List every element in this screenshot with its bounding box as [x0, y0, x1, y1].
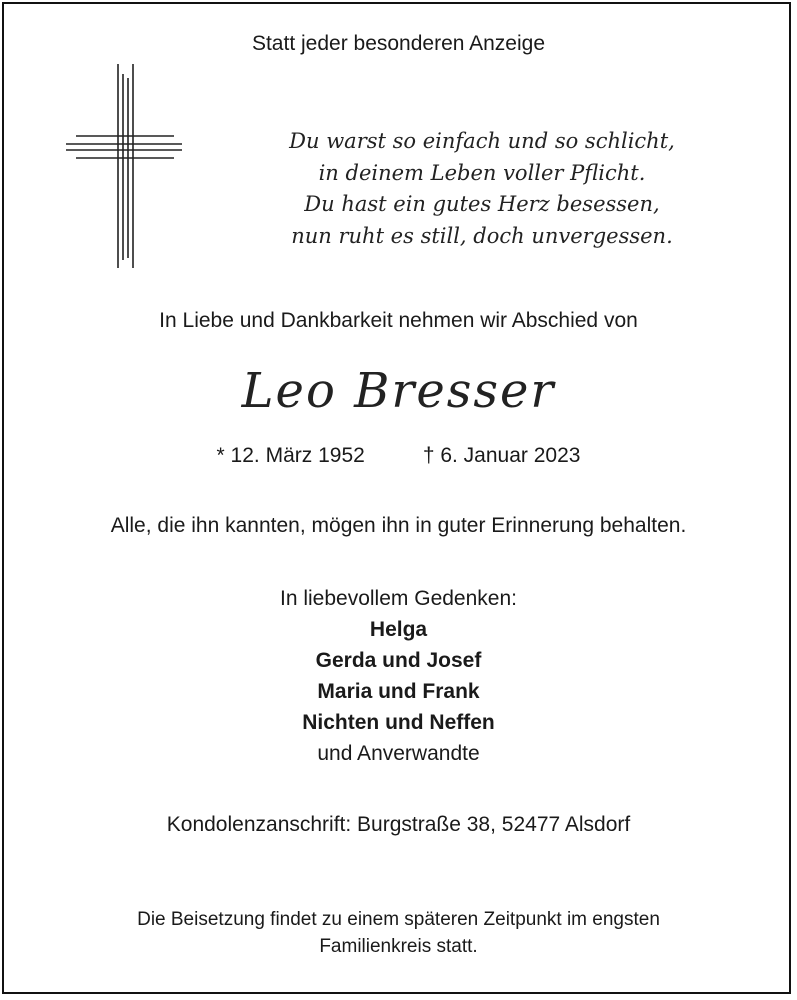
burial-note-line: Familienkreis statt.	[319, 936, 478, 957]
condolence-address: Kondolenzanschrift: Burgstraße 38, 52477 Alsdorf	[166, 813, 631, 836]
mourner-name: Helga	[369, 618, 428, 641]
poem-line: nun ruht es still, doch unvergessen.	[291, 223, 673, 248]
birth-date: * 12. März 1952	[216, 444, 365, 467]
mourner-name: Gerda und Josef	[315, 649, 482, 672]
poem-line: Du hast ein gutes Herz besessen,	[304, 192, 660, 216]
farewell-intro: In Liebe und Dankbarkeit nehmen wir Abschied von	[159, 309, 638, 332]
mourners-heading: In liebevollem Gedenken:	[280, 587, 517, 610]
poem	[232, 126, 732, 252]
life-dates	[0, 444, 797, 468]
burial-note-line: Die Beisetzung findet zu einem späteren Zeitpunkt im engsten	[137, 909, 660, 930]
notice-header: Statt jeder besonderen Anzeige	[251, 32, 546, 55]
poem-line: in deinem Leben voller Pflicht.	[318, 160, 646, 185]
memory-line: Alle, die ihn kannten, mögen ihn in guter Erinnerung behalten.	[110, 514, 687, 537]
mourner-name: Nichten und Neffen	[302, 711, 495, 734]
cross-icon	[62, 64, 182, 268]
deceased-name: Leo Bresser	[241, 363, 556, 419]
mourner-name: Maria und Frank	[317, 680, 480, 703]
relatives-line: und Anverwandte	[317, 742, 480, 765]
death-date: † 6. Januar 2023	[422, 444, 581, 467]
poem-line: Du warst so einfach und so schlicht,	[289, 129, 675, 153]
